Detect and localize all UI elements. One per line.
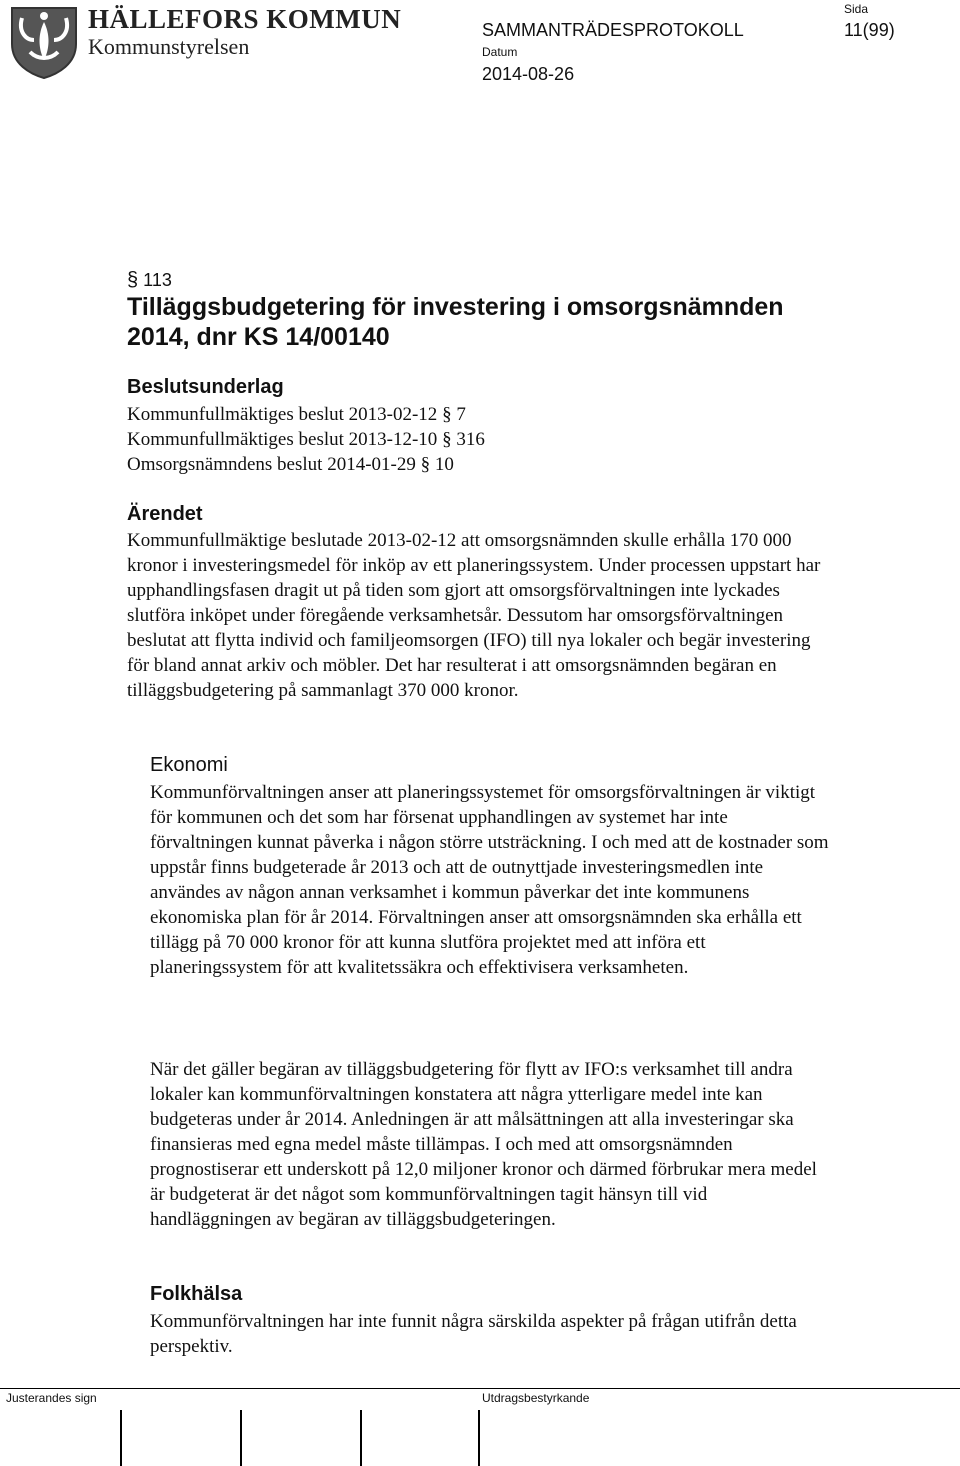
- page-label: Sida: [844, 2, 869, 16]
- signature-box-divider: [360, 1410, 362, 1466]
- justerandes-sign-label: Justerandes sign: [6, 1391, 97, 1405]
- municipality-logo: [8, 4, 80, 80]
- org-name: HÄLLEFORS KOMMUN: [88, 4, 402, 34]
- document-type: SAMMANTRÄDESPROTOKOLL: [482, 20, 744, 40]
- ekonomi-paragraph-1: Kommunförvaltningen anser att planeringssystemet för omsorgsförvaltningen är viktigt för kommunen och det som har försenat upphandlingen av systemet har inte förvaltningen kunnat påverka i någon större utsträckning. I och med att de kostnader som uppstår finns budgeterade år 2013 och att de outnyttjade investeringsmedlen inte användes av någon annan verksamhet i kommun påverkar det inte kommunens ekonomiska plan för år 2014. Förvaltningen anser att omsorgsnämnden ska erhålla ett tillägg på 70 000 kronor för att kunna slutföra projektet med att införa ett planeringssystem för att kvalitetssäkra och effektivisera verksamheten.: [150, 782, 829, 978]
- section-number: § 113: [127, 269, 172, 291]
- list-item: Kommunfullmäktiges beslut 2013-12-10 § 316: [127, 429, 485, 450]
- signature-box-divider: [478, 1410, 480, 1466]
- utdragsbestyrkande-label: Utdragsbestyrkande: [482, 1391, 590, 1405]
- signature-box-divider: [120, 1410, 122, 1466]
- arendet-heading: Ärendet: [127, 503, 203, 525]
- section-title: Tilläggsbudgetering för investering i omsorgsnämnden 2014, dnr KS 14/00140: [127, 293, 784, 351]
- org-subtitle: Kommunstyrelsen: [88, 34, 250, 59]
- footer-divider: [0, 1388, 960, 1389]
- signature-box-divider: [240, 1410, 242, 1466]
- list-item: Omsorgsnämndens beslut 2014-01-29 § 10: [127, 454, 454, 475]
- page-number: 11(99): [844, 20, 895, 40]
- arendet-text: Kommunfullmäktige beslutade 2013-02-12 att omsorgsnämnden skulle erhålla 170 000 kronor i investeringsmedel för inköp av ett planeringssystem. Under processen uppstart har upphandlingsfasen dragit ut på tiden som gjort att omsorgsförvaltningen inte lyckades slutföra inköpet under föregående verksamhetsår. Dessutom har omsorgsförvaltningen beslutat att flytta individ och familjeomsorgen (IFO) till nya lokaler och begär investering för bland annat arkiv och möbler. Det har resulterat i att omsorgsnämnden begäran en tilläggsbudgetering på sammanlagt 370 000 kronor.: [127, 530, 821, 701]
- beslutsunderlag-heading: Beslutsunderlag: [127, 376, 284, 398]
- date-label: Datum: [482, 45, 518, 59]
- beslutsunderlag-list: [127, 402, 847, 477]
- ekonomi-paragraph-2: När det gäller begäran av tilläggsbudgetering för flytt av IFO:s verksamhet till andra lokaler kan kommunförvaltningen konstatera att några ytterligare medel inte kan budgeteras under år 2014. Anledningen är att målsättningen att alla investeringar ska finansieras med egna medel måste tillämpas. I och med att omsorgsnämnden prognostiserar ett underskott på 12,0 miljoner kronor och därmed förbrukar mera medel är budgeterat är det något som kommunförvaltningen tagit hänsyn till vid handläggningen av begäran av tilläggsbudgeteringen.: [150, 1059, 817, 1230]
- ekonomi-heading: Ekonomi: [150, 754, 228, 776]
- date-value: 2014-08-26: [482, 64, 575, 84]
- folkhalsa-heading: Folkhälsa: [150, 1283, 243, 1305]
- folkhalsa-text: Kommunförvaltningen har inte funnit några särskilda aspekter på frågan utifrån detta perspektiv.: [150, 1311, 797, 1357]
- list-item: Kommunfullmäktiges beslut 2013-02-12 § 7: [127, 404, 466, 425]
- section-symbol: §: [127, 269, 139, 291]
